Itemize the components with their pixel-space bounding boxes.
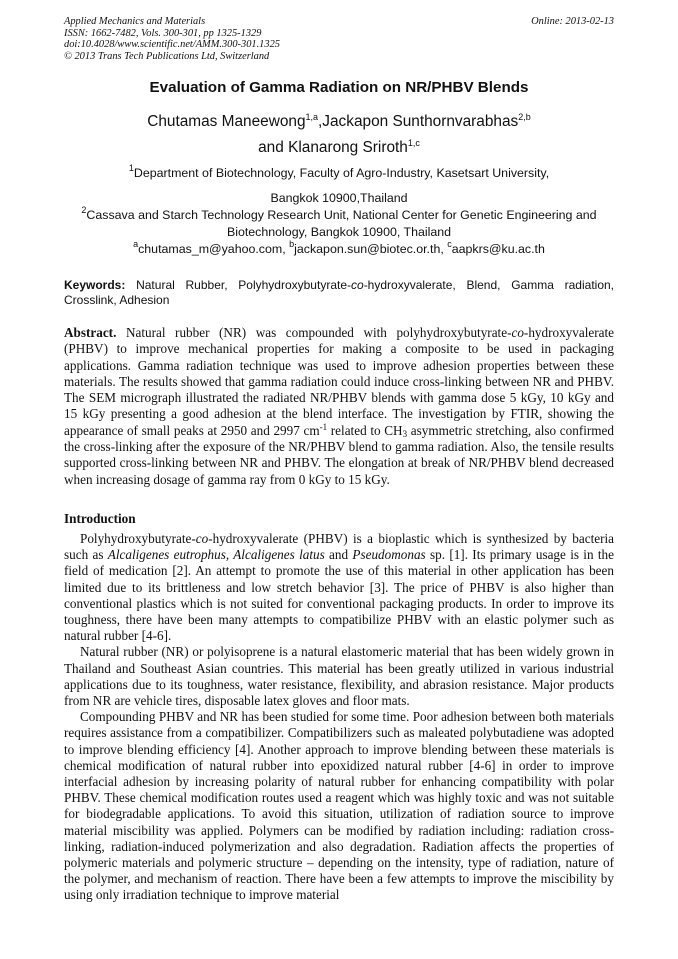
author-name: and Klanarong Sriroth — [258, 139, 408, 156]
issn-line: ISSN: 1662-7482, Vols. 300-301, pp 1325-1329 — [64, 27, 262, 39]
author-name: ,Jackapon Sunthornvarabhas — [318, 113, 519, 130]
introduction-body — [64, 531, 614, 904]
species-name: Alcaligenes eutrophus, Alcaligenes latus — [107, 547, 325, 563]
aff-sup: 1 — [128, 163, 134, 173]
para-text: Polyhydroxybutyrate- — [80, 531, 196, 546]
keywords-text: co — [351, 278, 364, 292]
online-date: Online: 2013-02-13 — [531, 16, 614, 27]
doi-line: doi:10.4028/www.scientific.net/AMM.300-301.1325 — [64, 39, 280, 51]
abstract-text: 3 — [402, 428, 408, 439]
abstract-text: -hydroxyvalerate (PHBV) to improve mechanical properties for making a composite to be used in packaging applications. Gamma radiation technique was used to improve adhesion properties between these materials. The results showed that gamma radiation could induce cross-linking between NR and PHBV. The SEM micrograph illustrated the radiated NR/PHBV blends with gamma dose 5 kGy, 10 kGy and 15 kGy presenting a good adhesion at the blend interface. The investigation by FTIR, showing the appearance of small peaks at 2950 and 2997 cm — [64, 325, 614, 438]
affiliation-1 — [64, 165, 614, 207]
aff-sup: 2 — [81, 205, 87, 215]
para-text: -hydroxyvalerate (PHBV) is a bioplastic which is synthesized by bacteria such as — [64, 531, 614, 563]
email-link[interactable]: aapkrs@ku.ac.th — [451, 242, 545, 256]
abstract-text: Natural rubber (NR) was compounded with polyhydroxybutyrate- — [116, 325, 512, 340]
abstract-text: co — [511, 325, 524, 340]
email-sup: c — [447, 239, 452, 249]
author-sup: 1,c — [407, 138, 420, 148]
paragraph: Compounding PHBV and NR has been studied for some time. Poor adhesion between both materials requires assistance from a compatibilizer. Compatibilizers such as maleated polybutadiene was adopted to improve blending efficiency [4]. Another approach to improve blending between these materials is chemical modification of natural rubber into epoxidized natural rubber [4-6] in order to improve interfacial adhesion by increasing polarity of natural rubber for enhancing compatibility with polar PHBV. These chemical modification routes used a reagent which was highly toxic and was not suitable for biodegradable applications. To avoid this situation, utilization of radiation source to improve material miscibility was applied. Polymers can be modified by radiation including: radiation cross-linking, radiation-induced polymerization and also degradation. Radiation affects the properties of polymeric materials and polymeric structure – depending on the intensity, type of radiation, nature of the polymer, and mechanism of reaction. There have been a few attempts to improve the miscibility by using only irradiation technique to improve material — [64, 709, 614, 903]
para-text: co — [195, 531, 209, 546]
abstract-text: -1 — [319, 421, 328, 432]
copyright-line: © 2013 Trans Tech Publications Ltd, Switzerland — [64, 50, 270, 62]
para-text: and — [324, 547, 353, 563]
aff-text: Cassava and Starch Technology Research Unit, National Center for Genetic Engineering and — [86, 208, 597, 222]
journal-name: Applied Mechanics and Materials — [64, 16, 206, 27]
email-link[interactable]: jackapon.sun@biotec.or.th, — [294, 242, 448, 256]
email-sup: b — [289, 239, 295, 249]
abstract — [64, 325, 614, 488]
author-sup: 1,a — [305, 112, 319, 122]
author-name: Chutamas Maneewong — [147, 113, 306, 130]
aff-text: Bangkok 10900,Thailand — [270, 191, 408, 205]
abstract-text: asymmetric stretching, also confirmed the cross-linking after the exposure of the NR/PHBV blend to gamma radiation. Also, the tensile results supported cross-linking between NR and PHBV. The elongation at break of NR/PHBV blend decreased when increasing dosage of gamma ray from 0 kGy to 15 kGy. — [64, 422, 614, 487]
email-link[interactable]: chutamas_m@yahoo.com, — [138, 242, 290, 256]
abstract-label: Abstract. — [64, 325, 117, 340]
affiliation-2 — [64, 207, 614, 241]
keywords — [64, 278, 614, 307]
keywords-label: Keywords: — [64, 278, 126, 292]
aff-text: Department of Biotechnology, Faculty of Agro-Industry, Kasetsart University, — [133, 166, 550, 180]
author-line-1 — [64, 113, 614, 131]
email-sup: a — [133, 239, 139, 249]
email-line — [64, 241, 614, 258]
keywords-text: Natural Rubber, Polyhydroxybutyrate- — [125, 278, 351, 292]
running-header — [64, 16, 280, 62]
section-heading: Introduction — [64, 511, 136, 526]
author-sup: 2,b — [518, 112, 531, 122]
abstract-text: related to CH — [327, 422, 403, 438]
aff-text: Biotechnology, Bangkok 10900, Thailand — [226, 225, 452, 239]
author-line-2 — [64, 139, 614, 157]
paragraph — [64, 531, 614, 644]
para-text: sp. [1]. Its primary usage is in the field of medication [2]. An attempt to promote the use of this material in other application has been limited due to its brittleness and low stretch behavior [3]. The price of PHBV is also higher than conventional plastics which is not suited for conventional packaging products. In order to improve its toughness, there have been many attempts to compatibilize PHBV with an elastic polymer such as natural rubber [4-6]. — [64, 547, 614, 644]
paper-title: Evaluation of Gamma Radiation on NR/PHBV Blends — [149, 79, 529, 96]
keywords-text: -hydroxyvalerate, Blend, Gamma radiation, Crosslink, Adhesion — [64, 278, 614, 307]
species-name: Pseudomonas — [352, 547, 426, 563]
paragraph: Natural rubber (NR) or polyisoprene is a natural elastomeric material that has been widely grown in Thailand and Southeast Asian countries. This material has been greatly utilized in various industrial applications due to its toughness, water resistance, flexibility, and abrasion resistance. Major products from NR are vehicle tires, disposable latex gloves and floor mats. — [64, 644, 614, 709]
